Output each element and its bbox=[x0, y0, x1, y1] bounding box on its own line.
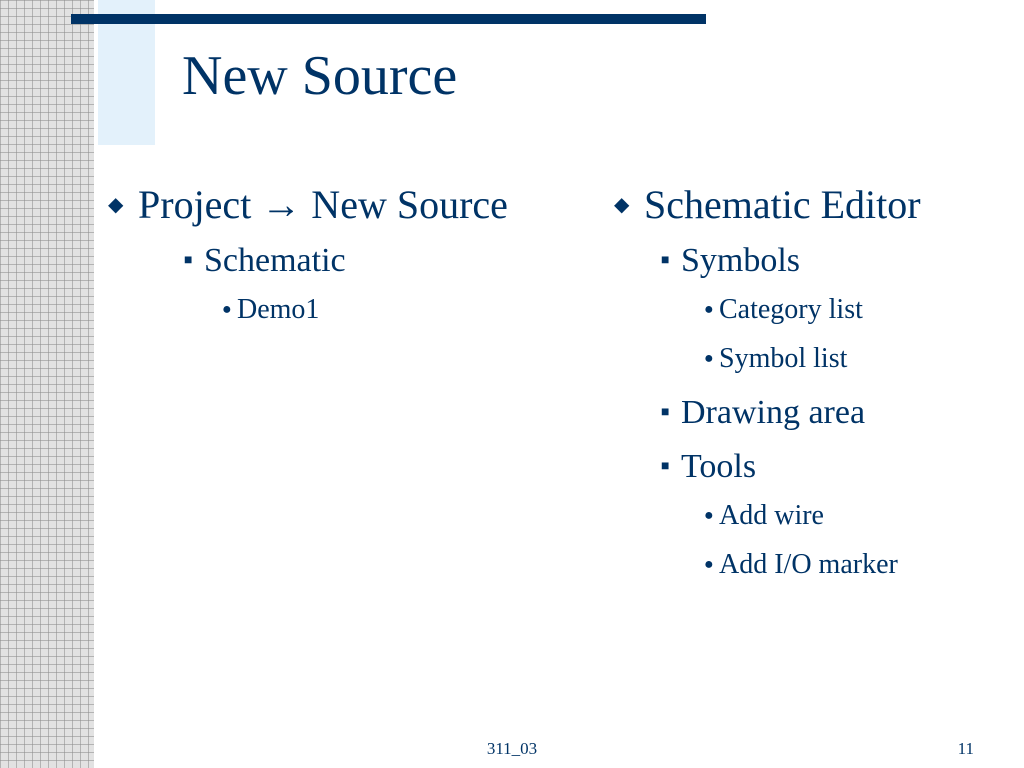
bullet-item-schematic bbox=[184, 238, 588, 284]
right-column bbox=[614, 180, 1014, 588]
diamond-bullet-icon: ◆ bbox=[108, 194, 124, 216]
bullet-text: Tools bbox=[681, 448, 757, 485]
square-bullet-icon: ■ bbox=[661, 459, 670, 474]
bullet-text: Add wire bbox=[719, 500, 824, 531]
bullet-item-category-list bbox=[704, 287, 1014, 333]
bullet-text: Add I/O marker bbox=[719, 549, 898, 580]
diamond-bullet-icon: ◆ bbox=[614, 194, 630, 216]
bullet-item-project-new-source bbox=[108, 180, 588, 230]
bullet-item-add-wire bbox=[704, 493, 1014, 539]
dot-bullet-icon: ● bbox=[704, 350, 714, 367]
slide-title: New Source bbox=[182, 45, 458, 107]
bullet-item-symbol-list bbox=[704, 336, 1014, 382]
dot-bullet-icon: ● bbox=[704, 507, 714, 524]
bullet-item-symbols bbox=[661, 238, 1014, 284]
footer-text: 311_03 bbox=[486, 739, 538, 758]
bullet-text: Demo1 bbox=[237, 294, 320, 325]
bullet-text: Drawing area bbox=[681, 394, 866, 431]
page-number: 11 bbox=[957, 739, 974, 758]
dot-bullet-icon: ● bbox=[222, 301, 232, 318]
grid-pattern-decoration bbox=[0, 0, 94, 768]
bullet-item-tools bbox=[661, 444, 1014, 490]
bullet-text: Symbols bbox=[681, 242, 801, 279]
bullet-item-schematic-editor bbox=[614, 180, 1014, 230]
square-bullet-icon: ■ bbox=[661, 405, 670, 420]
dot-bullet-icon: ● bbox=[704, 556, 714, 573]
bullet-text: Schematic Editor bbox=[644, 182, 921, 227]
bullet-item-add-io-marker bbox=[704, 542, 1014, 588]
dot-bullet-icon: ● bbox=[704, 301, 714, 318]
title-rule-line bbox=[71, 14, 706, 24]
bullet-item-demo1 bbox=[222, 287, 588, 333]
square-bullet-icon: ■ bbox=[661, 253, 670, 268]
bullet-text: Schematic bbox=[204, 242, 346, 279]
bullet-text: Category list bbox=[719, 294, 863, 325]
left-column bbox=[108, 180, 588, 333]
square-bullet-icon: ■ bbox=[184, 253, 193, 268]
bullet-text: Symbol list bbox=[719, 343, 848, 374]
bullet-item-drawing-area bbox=[661, 390, 1014, 436]
bullet-text: Project → New Source bbox=[138, 182, 508, 227]
